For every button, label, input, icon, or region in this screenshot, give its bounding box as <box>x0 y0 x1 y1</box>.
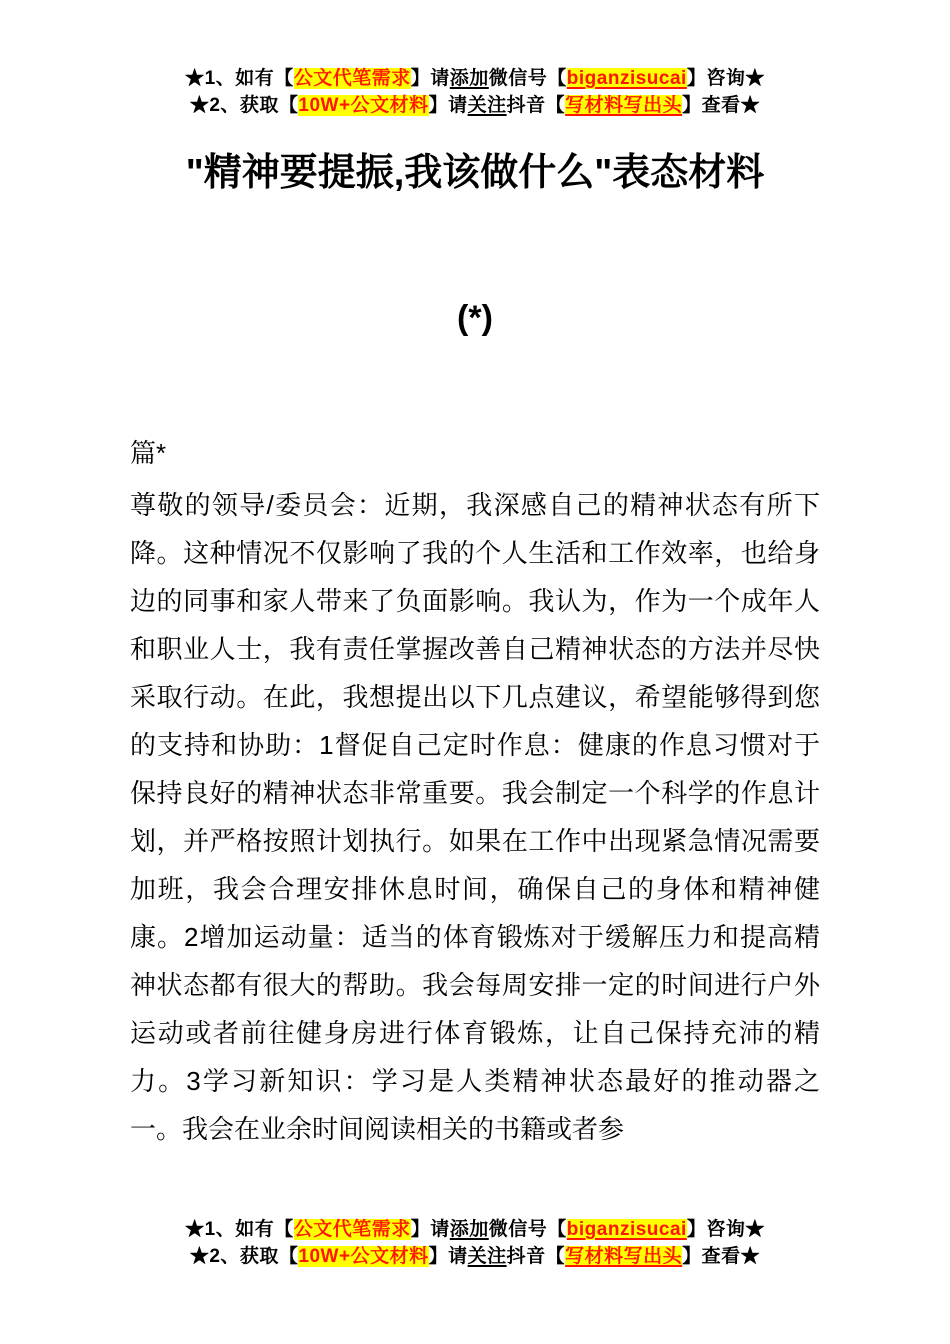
footer-promo-line-1 <box>0 1216 950 1243</box>
promo-text: 微信号【 <box>488 68 567 89</box>
document-title: "精神要提振,我该做什么"表态材料 <box>185 152 765 194</box>
promo-text: 】查看★ <box>682 95 761 116</box>
promo-text: 】请 <box>428 95 468 116</box>
promo-underlined-text: 关注 <box>467 95 507 116</box>
promo-douyin-id: 写材料写出头 <box>565 95 683 116</box>
promo-text: 抖音【 <box>506 95 566 116</box>
header-promo-banner <box>0 0 950 119</box>
promo-underlined-text: 关注 <box>467 1246 507 1267</box>
promo-text: 】请 <box>428 1246 468 1267</box>
promo-text: 】请 <box>410 68 450 89</box>
section-label: 篇* <box>130 438 167 468</box>
footer-promo-banner <box>0 1216 950 1270</box>
promo-text: 微信号【 <box>488 1219 567 1240</box>
promo-wechat-id: biganzisucai <box>566 68 687 89</box>
promo-text: ★1、如有【 <box>185 1219 294 1240</box>
promo-highlight-writing-service: 公文代笔需求 <box>293 68 411 89</box>
promo-highlight-materials: 10W+公文材料 <box>298 95 429 116</box>
promo-text: ★1、如有【 <box>185 68 294 89</box>
body-paragraph: 尊敬的领导/委员会：近期，我深感自己的精神状态有所下降。这种情况不仅影响了我的个人生活和工作效率，也给身边的同事和家人带来了负面影响。我认为，作为一个成年人和职业人士，我有责任掌握改善自己精神状态的方法并尽快采取行动。在此，我想提出以下几点建议，希望能够得到您的支持和协助：1督促自己定时作息：健康的作息习惯对于保持良好的精神状态非常重要。我会制定一个科学的作息计划，并严格按照计划执行。如果在工作中出现紧急情况需要加班，我会合理安排休息时间，确保自己的身体和精神健康。2增加运动量：适当的体育锻炼对于缓解压力和提高精神状态都有很大的帮助。我会每周安排一定的时间进行户外运动或者前往健身房进行体育锻炼，让自己保持充沛的精力。3学习新知识：学习是人类精神状态最好的推动器之一。我会在业余时间阅读相关的书籍或者参 <box>130 490 820 1144</box>
promo-underlined-text: 添加 <box>449 1219 489 1240</box>
document-body <box>0 429 950 1153</box>
promo-underlined-text: 添加 <box>449 68 489 89</box>
promo-text: 】咨询★ <box>686 68 765 89</box>
promo-highlight-materials: 10W+公文材料 <box>298 1246 429 1267</box>
header-promo-line-1 <box>0 65 950 92</box>
promo-text: ★2、获取【 <box>189 95 299 116</box>
promo-text: 抖音【 <box>506 1246 566 1267</box>
footer-promo-line-2 <box>0 1243 950 1270</box>
promo-text: 】查看★ <box>682 1246 761 1267</box>
promo-text: 】咨询★ <box>686 1219 765 1240</box>
promo-wechat-id: biganzisucai <box>566 1219 687 1240</box>
promo-highlight-writing-service: 公文代笔需求 <box>293 1219 411 1240</box>
document-subtitle: (*) <box>457 299 493 337</box>
promo-text: ★2、获取【 <box>189 1246 299 1267</box>
promo-text: 】请 <box>410 1219 450 1240</box>
header-promo-line-2 <box>0 92 950 119</box>
promo-douyin-id: 写材料写出头 <box>565 1246 683 1267</box>
